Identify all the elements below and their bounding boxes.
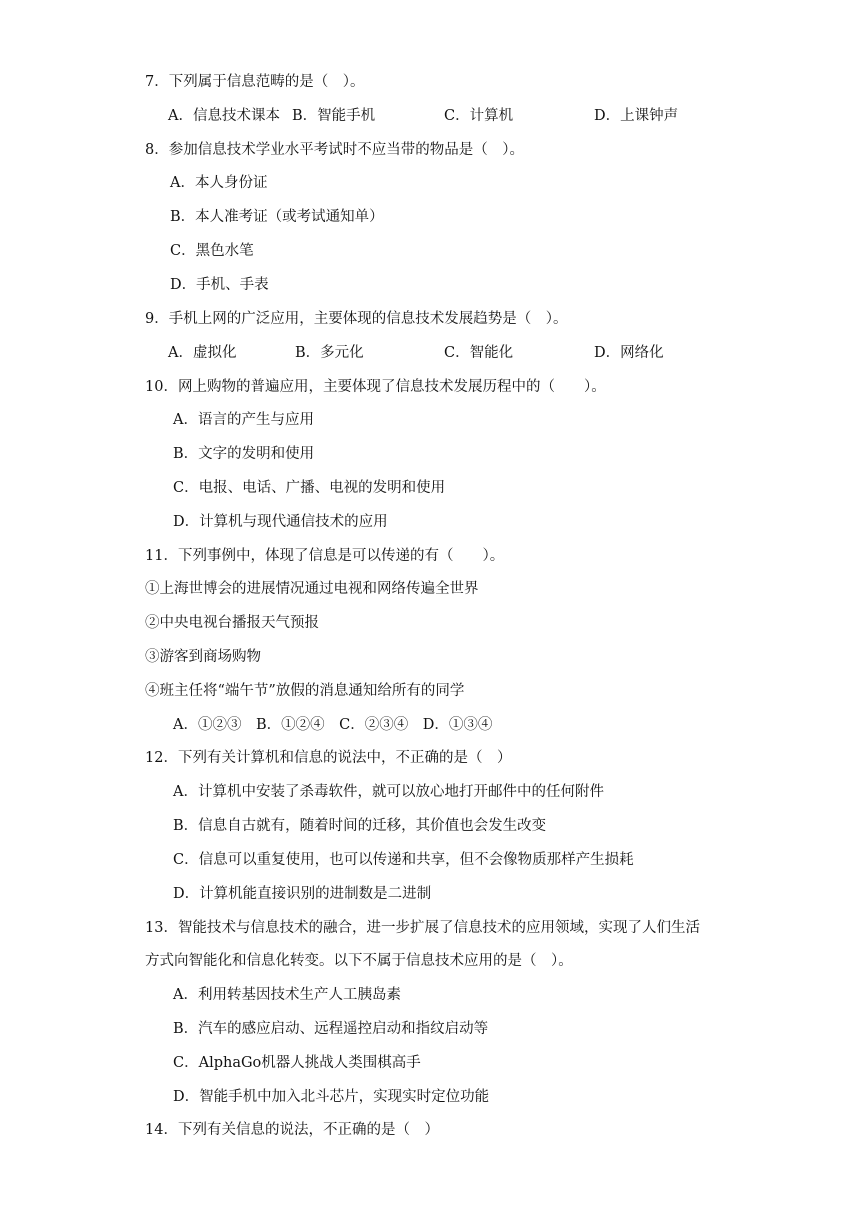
option-b: B．信息自古就有，随着时间的迁移，其价值也会发生改变 xyxy=(173,818,547,834)
option-a: A．语言的产生与应用 xyxy=(173,412,314,428)
option-b: B．多元化 xyxy=(295,345,364,361)
option-d: D．手机、手表 xyxy=(170,277,269,293)
list-item: ④班主任将“端午节”放假的消息通知给所有的同学 xyxy=(145,683,465,699)
question-12: 12．下列有关计算机和信息的说法中，不正确的是（ ） xyxy=(145,750,512,766)
option-d: D．上课钟声 xyxy=(594,108,679,124)
option-c: C．智能化 xyxy=(444,345,514,361)
question-13: 13．智能技术与信息技术的融合，进一步扩展了信息技术的应用领域，实现了人们生活 xyxy=(145,920,700,936)
question-11-options: A．①②③ B．①②④ C．②③④ D．①③④ xyxy=(173,717,493,733)
option-a: A．计算机中安装了杀毒软件，就可以放心地打开邮件中的任何附件 xyxy=(173,784,604,800)
option-b: B．汽车的感应启动、远程遥控启动和指纹启动等 xyxy=(173,1021,489,1037)
question-7: 7．下列属于信息范畴的是（ ）。 xyxy=(145,74,365,90)
option-c: C．电报、电话、广播、电视的发明和使用 xyxy=(173,480,446,496)
option-b: B．文字的发明和使用 xyxy=(173,446,315,462)
list-item: ②中央电视台播报天气预报 xyxy=(145,615,319,631)
option-a: A．信息技术课本 xyxy=(168,108,280,124)
question-13-continued: 方式向智能化和信息化转变。以下不属于信息技术应用的是（ ）。 xyxy=(145,953,573,969)
list-item: ③游客到商场购物 xyxy=(145,649,261,665)
option-a: A．利用转基因技术生产人工胰岛素 xyxy=(173,987,401,1003)
option-c: C．计算机 xyxy=(444,108,514,124)
option-c: C．信息可以重复使用，也可以传递和共享，但不会像物质那样产生损耗 xyxy=(173,852,634,868)
option-a: A．本人身份证 xyxy=(170,175,268,191)
option-d: D．智能手机中加入北斗芯片，实现实时定位功能 xyxy=(173,1089,490,1105)
question-14: 14．下列有关信息的说法，不正确的是（ ） xyxy=(145,1122,439,1138)
question-11: 11．下列事例中，体现了信息是可以传递的有（ ）。 xyxy=(145,548,505,564)
option-b: B．本人准考证（或考试通知单） xyxy=(170,209,384,225)
question-9-options xyxy=(0,342,860,364)
option-a: A．虚拟化 xyxy=(168,345,237,361)
option-b: B．智能手机 xyxy=(292,108,376,124)
question-10: 10．网上购物的普遍应用，主要体现了信息技术发展历程中的（ ）。 xyxy=(145,379,606,395)
option-d: D．计算机能直接识别的进制数是二进制 xyxy=(173,886,432,902)
question-8: 8．参加信息技术学业水平考试时不应当带的物品是（ ）。 xyxy=(145,142,524,158)
option-c: C．AlphaGo机器人挑战人类围棋高手 xyxy=(173,1055,421,1071)
question-7-options xyxy=(0,105,860,127)
option-c: C．黑色水笔 xyxy=(170,243,254,259)
option-d: D．网络化 xyxy=(594,345,664,361)
question-9: 9．手机上网的广泛应用，主要体现的信息技术发展趋势是（ ）。 xyxy=(145,311,568,327)
list-item: ①上海世博会的进展情况通过电视和网络传遍全世界 xyxy=(145,581,479,597)
option-d: D．计算机与现代通信技术的应用 xyxy=(173,514,388,530)
